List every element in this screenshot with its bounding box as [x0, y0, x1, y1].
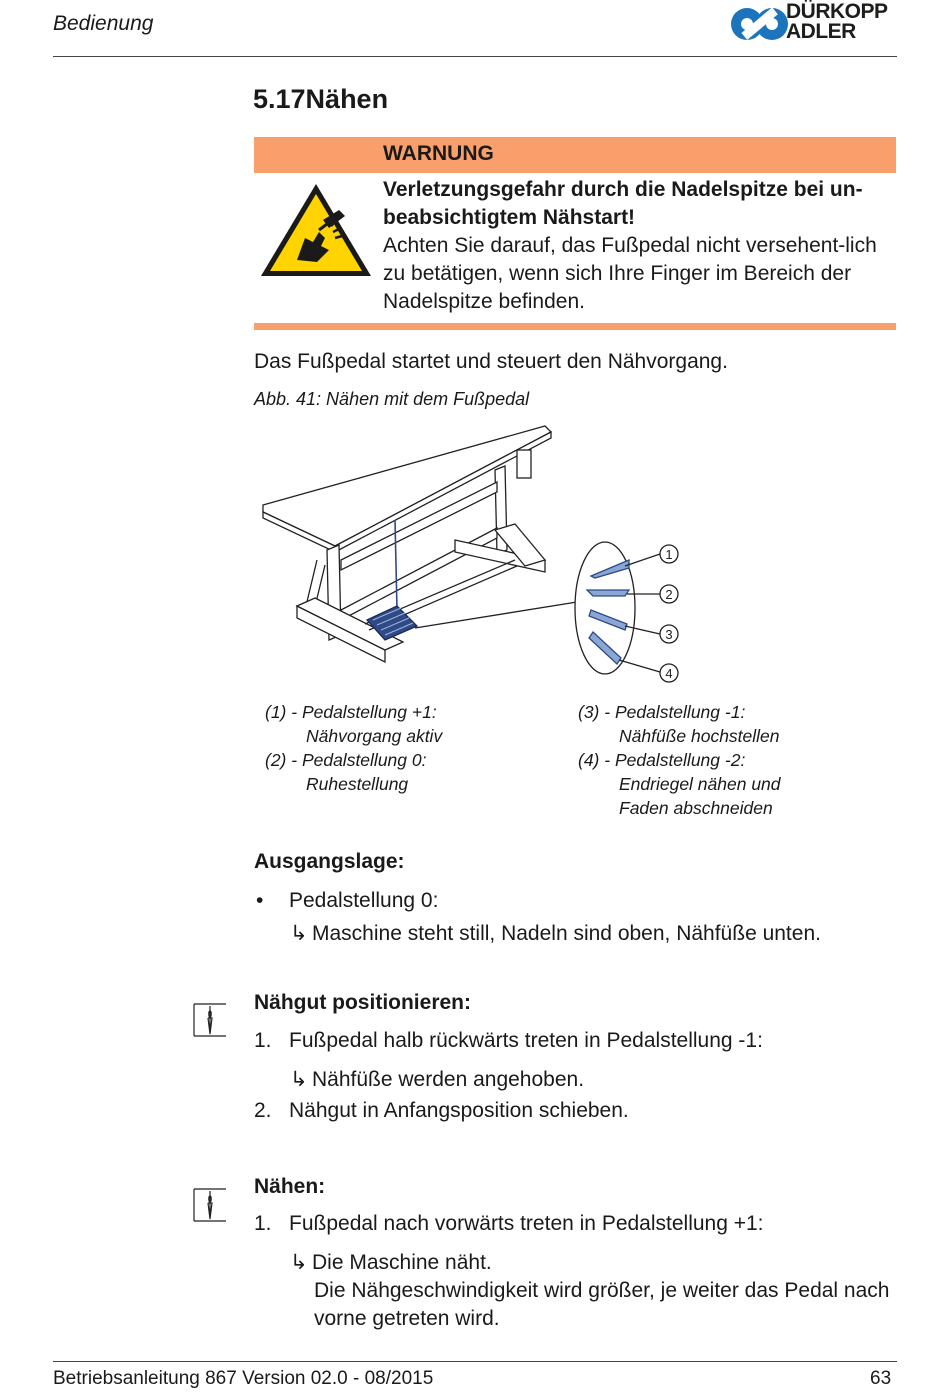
legend-3-title: (3) - Pedalstellung -1: — [578, 702, 746, 722]
legend-4-title: (4) - Pedalstellung -2: — [578, 750, 746, 770]
step-result — [290, 1067, 584, 1092]
step-number: 1. — [254, 1029, 272, 1052]
positionieren-heading: Nähgut positionieren: — [254, 991, 471, 1014]
ausgangslage-heading: Ausgangslage: — [254, 850, 405, 873]
step-number: 2. — [254, 1099, 272, 1122]
result-arrow-icon: ↳ — [290, 1251, 308, 1274]
header-title: Bedienung — [53, 12, 154, 35]
callout-2: 2 — [665, 587, 673, 602]
brand-wordmark — [786, 2, 888, 42]
step-result-extra: Die Nähgeschwindigkeit wird größer, je weiter das Pedal nach vorne getreten wird. — [314, 1279, 890, 1330]
ausgangslage-result-text: Maschine steht still, Nadeln sind oben, Nähfüße unten. — [312, 922, 821, 945]
warning-headline: Verletzungsgefahr durch die Nadelspitze bei un-beabsichtigtem Nähstart! — [383, 178, 863, 229]
naehen-heading: Nähen: — [254, 1175, 326, 1198]
callout-4: 4 — [665, 666, 673, 681]
step-text: Fußpedal halb rückwärts treten in Pedalstellung -1: — [289, 1029, 763, 1052]
result-arrow-icon: ↳ — [290, 922, 308, 945]
step-result — [290, 1250, 492, 1275]
ausgangslage-item: Pedalstellung 0: — [289, 889, 439, 912]
sewing-needle-task-icon — [192, 1000, 228, 1040]
step-text: Fußpedal nach vorwärts treten in Pedalstellung +1: — [289, 1212, 764, 1235]
callout-1: 1 — [665, 547, 673, 562]
step-result-text: Nähfüße werden angehoben. — [312, 1068, 585, 1091]
legend-1-desc: Nähvorgang aktiv — [306, 726, 443, 746]
hand-injury-warning-icon — [257, 180, 375, 280]
section-title: 5.17Nähen — [253, 84, 389, 114]
legend-right — [578, 700, 781, 820]
header-divider — [53, 56, 897, 57]
callout-3: 3 — [665, 627, 673, 642]
legend-2-title: (2) - Pedalstellung 0: — [265, 750, 427, 770]
step-text: Nähgut in Anfangsposition schieben. — [289, 1099, 629, 1122]
intro-text: Das Fußpedal startet und steuert den Nähvorgang. — [254, 350, 728, 373]
legend-1-title: (1) - Pedalstellung +1: — [265, 702, 437, 722]
legend-4-desc: Endriegel nähen und — [619, 774, 781, 794]
result-arrow-icon: ↳ — [290, 1068, 308, 1091]
foot-pedal-illustration — [255, 420, 700, 700]
figure-caption: Abb. 41: Nähen mit dem Fußpedal — [254, 389, 530, 409]
bullet: • — [256, 889, 264, 912]
warning-bar — [254, 137, 896, 173]
footer-divider — [53, 1361, 897, 1362]
warning-label: WARNUNG — [383, 142, 494, 165]
brand-line-1: DÜRKOPP — [786, 0, 888, 23]
legend-left — [265, 700, 442, 796]
legend-4-desc-2: Faden abschneiden — [619, 798, 773, 818]
step-result-text: Die Maschine näht. — [312, 1251, 492, 1274]
brand-line-2: ADLER — [786, 20, 856, 43]
sewing-needle-task-icon — [192, 1185, 228, 1225]
warning-body: Achten Sie darauf, das Fußpedal nicht versehent-lich zu betätigen, wenn sich Ihre Finger im Bereich der Nadelspitze befinden. — [383, 234, 877, 313]
legend-3-desc: Nähfüße hochstellen — [619, 726, 780, 746]
warning-bottom-bar — [254, 323, 896, 330]
page-number: 63 — [870, 1368, 892, 1389]
footer-document-info: Betriebsanleitung 867 Version 02.0 - 08/2015 — [53, 1368, 434, 1389]
ausgangslage-result — [290, 921, 821, 946]
legend-2-desc: Ruhestellung — [306, 774, 409, 794]
step-number: 1. — [254, 1212, 272, 1235]
